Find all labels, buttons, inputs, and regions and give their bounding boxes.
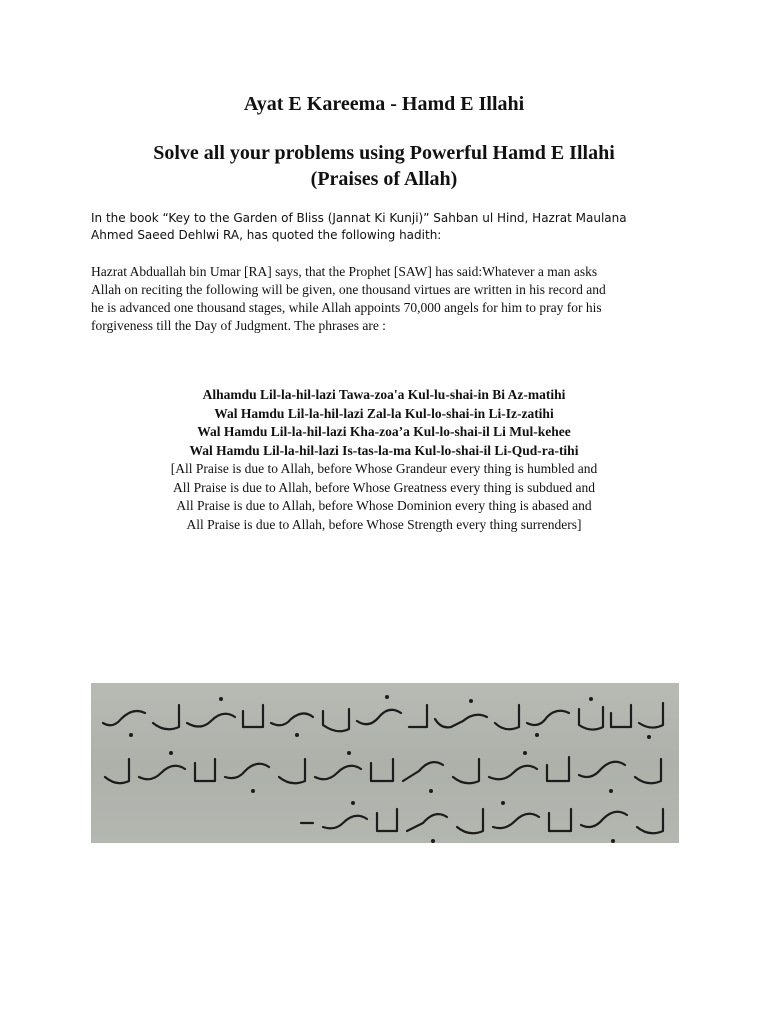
translation-line-4: All Praise is due to Allah, before Whose Strength every thing surrenders] (186, 516, 582, 532)
transliteration-line-3: Wal Hamdu Lil-la-hil-lazi Kha-zoa’a Kul-lo-shai-il Li Mul-kehee (197, 424, 571, 439)
hadith-paragraph (91, 263, 681, 335)
page-subtitle (0, 140, 768, 192)
subtitle-line-2: (Praises of Allah) (310, 168, 458, 190)
arabic-calligraphy-image (91, 683, 679, 843)
intro-paragraph (91, 210, 681, 244)
hadith-line-4: forgiveness till the Day of Judgment. The phrases are : (91, 318, 386, 333)
phrases-block (0, 386, 768, 534)
arabic-handwriting-drawing (91, 683, 679, 843)
translation-line-2: All Praise is due to Allah, before Whose Greatness every thing is subdued and (173, 479, 595, 495)
transliteration-line-1: Alhamdu Lil-la-hil-lazi Tawa-zoa'a Kul-lu-shai-in Bi Az-matihi (202, 387, 566, 402)
translation-line-1: [All Praise is due to Allah, before Whose Grandeur every thing is humbled and (170, 461, 598, 476)
translation-line-3: All Praise is due to Allah, before Whose Dominion every thing is abased and (176, 498, 592, 513)
hadith-line-3: he is advanced one thousand stages, while Allah appoints 70,000 angels for him to pray for his (91, 300, 602, 315)
transliteration-line-2: Wal Hamdu Lil-la-hil-lazi Zal-la Kul-lo-shai-in Li-Iz-zatihi (214, 405, 554, 421)
hadith-line-1: Hazrat Abduallah bin Umar [RA] says, that the Prophet [SAW] has said:Whatever a man asks (91, 264, 598, 279)
transliteration-line-4: Wal Hamdu Lil-la-hil-lazi Is-tas-la-ma Kul-lo-shai-il Li-Qud-ra-tihi (189, 442, 579, 458)
intro-line-2: Ahmed Saeed Dehlwi RA, has quoted the following hadith: (91, 228, 442, 242)
subtitle-line-1: Solve all your problems using Powerful Hamd E Illahi (153, 142, 615, 164)
page-title: Ayat E Kareema - Hamd E Illahi (243, 93, 525, 115)
intro-line-1: In the book “Key to the Garden of Bliss (Jannat Ki Kunji)” Sahban ul Hind, Hazrat Maulana (91, 211, 627, 225)
hadith-line-2: Allah on reciting the following will be given, one thousand virtues are written in his record and (91, 282, 606, 297)
